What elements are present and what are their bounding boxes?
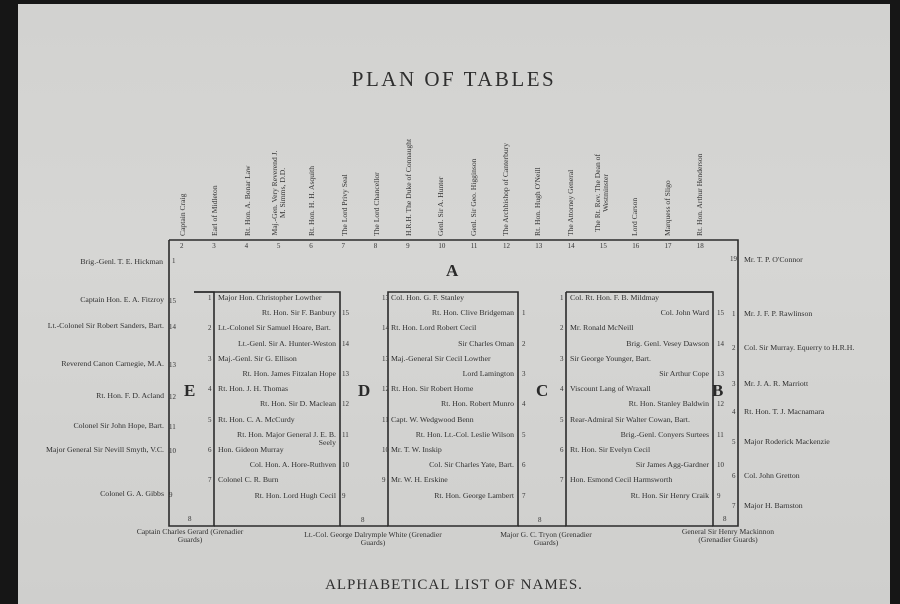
table_e-seat-14-number-3: 14 — [342, 339, 349, 348]
table_e-seat-15-name-1: Rt. Hon. Sir F. Banbury — [261, 308, 336, 318]
head-seat-7-name: The Lord Privy Seal — [339, 174, 349, 236]
table_c-seat-15-number-1: 15 — [717, 309, 724, 318]
head-seat-15-number: 15 — [599, 242, 607, 250]
head-seat-9-name: H.R.H. The Duke of Connaught — [404, 138, 414, 236]
table_c-seat-6-number-10: 6 — [560, 446, 564, 454]
table_c-seat-13-number-5: 13 — [717, 370, 724, 378]
table_c-seat-14-name-3: Brig. Genl. Vesey Dawson — [626, 338, 709, 348]
table_c-seat-6-name-10: Rt. Hon. Sir Evelyn Cecil — [570, 445, 651, 454]
table-b-outer-seat-2-number: 2 — [732, 344, 736, 352]
table_d-seat-11-name-8: Capt. W. Wedgwood Benn — [391, 414, 474, 424]
table_d-seat-9-name-12: Mr. W. H. Erskine — [391, 475, 448, 485]
table_e-seat-12-number-7: 12 — [342, 400, 349, 409]
table_e-seat-3-name-4: Maj.-Genl. Sir G. Ellison — [218, 353, 297, 363]
table-e-outer-seat-9-name: Colonel G. A. Gibbs — [100, 489, 164, 498]
head-seat-11-name: Genl. Sir Geo. Higginson — [468, 158, 478, 236]
table_d-seat-1-number-1: 1 — [522, 309, 526, 318]
table_d-seat-13-number-4: 13 — [382, 354, 389, 363]
head-seat-13-name: Rt. Hon. Hugh O'Neill — [533, 167, 543, 236]
table_d-seat-11-number-8: 11 — [382, 415, 389, 424]
table-b-end-number: 8 — [723, 515, 727, 523]
table-a-letter: A — [446, 261, 459, 280]
head-seat-16-name: Lord Carson — [630, 197, 640, 236]
table_c-seat-5-number-8: 5 — [560, 415, 564, 424]
seat-a-19-name: Mr. T. P. O'Connor — [744, 255, 803, 264]
table_e-seat-9-name-13: Rt. Hon. Lord Hugh Cecil — [254, 490, 336, 500]
table-b-outer-seat-6-name: Col. John Gretton — [744, 471, 800, 480]
table_c-seat-4-number-6: 4 — [560, 385, 564, 394]
table_d-seat-6-number-11: 6 — [522, 461, 526, 470]
head-seat-8-number: 8 — [373, 242, 378, 250]
head-seat-18-number: 18 — [696, 242, 704, 250]
head-seat-12-number: 12 — [503, 242, 510, 250]
table_d-seat-10-number-10: 10 — [382, 446, 389, 454]
table_d-seat-5-number-9: 5 — [522, 430, 526, 439]
table_c-seat-7-name-12: Hon. Esmond Cecil Harmsworth — [570, 475, 673, 485]
table-b-outer-seat-7-number: 7 — [732, 502, 736, 510]
table_e-seat-1-name-0: Major Hon. Christopher Lowther — [218, 293, 322, 302]
table-b-outer-seat-4-name: Rt. Hon. T. J. Macnamara — [744, 407, 825, 416]
head-seat-4-name: Rt. Hon. A. Bonar Law — [242, 165, 252, 236]
table-e-outer-seat-12-number: 12 — [169, 393, 176, 401]
seat-a-1-name: Brig.-Genl. T. E. Hickman — [80, 257, 163, 266]
table_d-seat-3-name-5: Lord Lamington — [462, 369, 514, 378]
table-b-outer-seat-2-name: Col. Sir Murray. Equerry to H.R.H. — [744, 343, 855, 352]
head-seat-14-name: The Attorney General — [565, 169, 575, 236]
table-e-outer-seat-13-name: Reverend Canon Carnegie, M.A. — [61, 359, 164, 368]
table_e-seat-6-name-10: Hon. Gideon Murray — [218, 445, 284, 454]
table-e-outer-seat-9-number: 9 — [169, 491, 173, 499]
table_e-seat-5-number-8: 5 — [208, 415, 212, 424]
table-b-outer-seat-1-name: Mr. J. F. P. Rawlinson — [744, 309, 813, 318]
table_c-seat-13-name-5: Sir Arthur Cope — [659, 369, 709, 378]
table_c-seat-15-name-1: Col. John Ward — [660, 308, 709, 318]
table-e-outer-seat-13-number: 13 — [169, 361, 176, 369]
table-b-outer-seat-3-name: Mr. J. A. R. Marriott — [744, 379, 809, 388]
head-seat-17-number: 17 — [664, 242, 672, 250]
table_e-seat-12-name-7: Rt. Hon. Sir D. Maclean — [259, 399, 336, 409]
table-b-outer-seat-1-number: 1 — [732, 310, 736, 318]
table_d-seat-12-number-6: 12 — [382, 385, 389, 394]
seat-a-19-number: 19 — [730, 255, 737, 263]
table-b-letter: B — [712, 381, 724, 400]
head-seat-14-number: 14 — [567, 242, 575, 250]
table_e-seat-1-number-0: 1 — [208, 294, 212, 302]
table_d-seat-4-name-7: Rt. Hon. Robert Munro — [441, 399, 514, 409]
table_c-seat-2-name-2: Mr. Ronald McNeill — [570, 323, 634, 333]
table_d-seat-1-name-1: Rt. Hon. Clive Bridgeman — [431, 308, 514, 318]
table_d-seat-13-name-4: Maj.-General Sir Cecil Lowther — [391, 353, 491, 363]
seat-a-1-number: 1 — [172, 257, 176, 265]
table_d-seat-14-number-2: 14 — [382, 324, 389, 333]
table_c-seat-14-number-3: 14 — [717, 339, 724, 348]
page-title: PLAN OF TABLES — [351, 67, 557, 91]
table_e-seat-7-number-12: 7 — [208, 476, 212, 485]
table_e-seat-11-name-9: Rt. Hon. Major General J. E. B. Seely — [237, 429, 336, 447]
head-seat-13-number: 13 — [535, 242, 543, 250]
table-c-end-number: 8 — [538, 516, 542, 524]
table_d-seat-2-number-3: 2 — [522, 339, 526, 348]
table_e-seat-13-number-5: 13 — [342, 370, 349, 378]
table_c-seat-2-number-2: 2 — [560, 324, 564, 333]
head-seat-7-number: 7 — [341, 242, 345, 250]
document-sheet — [18, 4, 890, 604]
table_e-seat-2-number-2: 2 — [208, 324, 212, 333]
table-e-outer-seat-14-number: 14 — [169, 323, 176, 331]
table-e-letter: E — [184, 381, 196, 400]
table_c-seat-1-name-0: Col. Rt. Hon. F. B. Mildmay — [570, 293, 660, 302]
table-e-outer-seat-10-number: 10 — [169, 447, 176, 455]
head-seat-3-number: 3 — [212, 242, 216, 250]
head-seat-17-name: Marquess of Sligo — [662, 180, 672, 236]
table_c-seat-10-name-11: Sir James Agg-Gardner — [635, 460, 709, 470]
head-seat-5-number: 5 — [276, 242, 281, 250]
table-e-outer-seat-15-number: 15 — [169, 297, 176, 305]
head-seat-5-name: Maj.-Gen. Very Reverend J. M. Simms, D.D. — [269, 150, 287, 236]
table_c-seat-12-number-7: 12 — [717, 400, 724, 409]
head-seat-10-name: Genl. Sir A. Hunter — [436, 176, 446, 236]
head-seat-4-number: 4 — [244, 242, 249, 250]
table-e-end-name: Captain Charles Gerard (Grenadier Guards) — [136, 527, 244, 544]
table-e-outer-seat-11-number: 11 — [169, 423, 176, 431]
table_d-seat-6-name-11: Col. Sir Charles Yate, Bart. — [429, 460, 514, 470]
table_d-seat-13-name-0: Col. Hon. G. F. Stanley — [391, 293, 465, 302]
head-seat-12-name: The Archbishop of Canterbury — [501, 142, 510, 236]
table-e-outer-seat-14-name: Lt.-Colonel Sir Robert Sanders, Bart. — [47, 321, 164, 330]
table_c-seat-1-number-0: 1 — [560, 294, 564, 302]
head-seat-6-number: 6 — [309, 242, 313, 250]
table_d-seat-7-number-13: 7 — [522, 491, 526, 500]
head-seat-6-name: Rt. Hon. H. H. Asquith — [307, 165, 317, 236]
table_d-seat-4-number-7: 4 — [522, 400, 526, 409]
head-seat-9-number: 9 — [406, 242, 410, 250]
table-b-outer-seat-5-number: 5 — [732, 438, 736, 446]
table_e-seat-5-name-8: Rt. Hon. C. A. McCurdy — [218, 414, 295, 424]
table-d-letter: D — [358, 381, 371, 400]
table_d-seat-13-number-0: 13 — [382, 294, 389, 302]
table_c-seat-11-name-9: Brig.-Genl. Conyers Surtees — [620, 429, 709, 439]
table_d-seat-14-name-2: Rt. Hon. Lord Robert Cecil — [391, 323, 477, 333]
table_c-seat-4-name-6: Viscount Lang of Wraxall — [570, 384, 651, 394]
table_e-seat-14-name-3: Lt.-Genl. Sir A. Hunter-Weston — [238, 338, 336, 348]
table_d-seat-12-name-6: Rt. Hon. Sir Robert Horne — [391, 384, 474, 394]
table-b-outer-seat-4-number: 4 — [732, 408, 736, 416]
table_e-seat-4-number-6: 4 — [208, 385, 212, 394]
table_d-seat-9-number-12: 9 — [382, 476, 386, 485]
table_d-seat-5-name-9: Rt. Hon. Lt.-Col. Leslie Wilson — [415, 429, 514, 439]
table-e-outer-seat-12-name: Rt. Hon. F. D. Acland — [96, 391, 164, 400]
table-d-end-number: 8 — [361, 516, 365, 524]
table_c-seat-7-number-12: 7 — [560, 476, 564, 485]
table_c-seat-11-number-9: 11 — [717, 430, 724, 439]
table_c-seat-10-number-11: 10 — [717, 461, 724, 470]
head-seat-18-name: Rt. Hon. Arthur Henderson — [694, 153, 704, 236]
table-b-outer-seat-6-number: 6 — [732, 472, 736, 480]
table-e-end-number: 8 — [188, 515, 192, 523]
head-seat-2-number: 2 — [180, 242, 184, 250]
table_e-seat-9-number-13: 9 — [342, 491, 346, 500]
table-b-outer-seat-7-name: Major H. Barnston — [744, 501, 803, 510]
table_e-seat-15-number-1: 15 — [342, 309, 349, 318]
table_c-seat-5-name-8: Rear-Admiral Sir Walter Cowan, Bart. — [570, 414, 690, 424]
head-seat-8-name: The Lord Chancellor — [371, 172, 381, 236]
table-d-end-name: Lt.-Col. George Dalrymple White (Grenadier Guards) — [304, 530, 442, 547]
table_d-seat-7-name-13: Rt. Hon. George Lambert — [434, 490, 514, 500]
table_d-seat-10-name-10: Mr. T. W. Inskip — [391, 445, 442, 454]
table_e-seat-6-number-10: 6 — [208, 446, 212, 454]
table-e-outer-seat-15-name: Captain Hon. E. A. Fitzroy — [80, 295, 164, 304]
table_e-seat-7-name-12: Colonel C. R. Burn — [218, 475, 279, 485]
table_e-seat-10-number-11: 10 — [342, 461, 349, 470]
head-seat-15-name: The Rt. Rev. The Dean of Westminster — [592, 153, 610, 233]
table_c-seat-12-name-7: Rt. Hon. Stanley Baldwin — [628, 399, 709, 409]
table-e-outer-seat-11-name: Colonel Sir John Hope, Bart. — [73, 421, 164, 430]
table-b-end-name: General Sir Henry Mackinnon (Grenadier Guards) — [681, 527, 775, 544]
table_c-seat-9-number-13: 9 — [717, 491, 721, 500]
table-c-letter: C — [536, 381, 549, 400]
table_e-seat-10-name-11: Col. Hon. A. Hore-Ruthven — [249, 460, 336, 470]
head-seat-10-number: 10 — [438, 242, 446, 250]
table_e-seat-11-number-9: 11 — [342, 430, 349, 439]
table_c-seat-3-name-4: Sir George Younger, Bart. — [570, 353, 651, 363]
table_d-seat-2-name-3: Sir Charles Oman — [458, 338, 514, 348]
table_d-seat-3-number-5: 3 — [522, 370, 526, 378]
table_e-seat-4-name-6: Rt. Hon. J. H. Thomas — [218, 384, 289, 394]
table-b-outer-seat-3-number: 3 — [732, 380, 736, 388]
table-b-outer-seat-5-name: Major Roderick Mackenzie — [744, 437, 830, 446]
table_c-seat-9-name-13: Rt. Hon. Sir Henry Craik — [630, 490, 709, 500]
table-e-outer-seat-10-name: Major General Sir Nevill Smyth, V.C. — [46, 445, 164, 454]
table_c-seat-3-number-4: 3 — [560, 354, 564, 363]
table_e-seat-2-name-2: Lt.-Colonel Sir Samuel Hoare, Bart. — [218, 323, 331, 333]
head-seat-3-name: Earl of Midleton — [210, 185, 220, 236]
table_e-seat-13-name-5: Rt. Hon. James Fitzalan Hope — [242, 369, 336, 378]
head-seat-16-number: 16 — [632, 242, 640, 250]
head-seat-11-number: 11 — [470, 242, 478, 250]
table-c-end-name: Major G. C. Tryon (Grenadier Guards) — [500, 530, 592, 547]
head-seat-2-name: Captain Craig — [178, 193, 187, 236]
alphabetical-list-heading: ALPHABETICAL LIST OF NAMES. — [325, 577, 583, 593]
table_e-seat-3-number-4: 3 — [208, 354, 212, 363]
